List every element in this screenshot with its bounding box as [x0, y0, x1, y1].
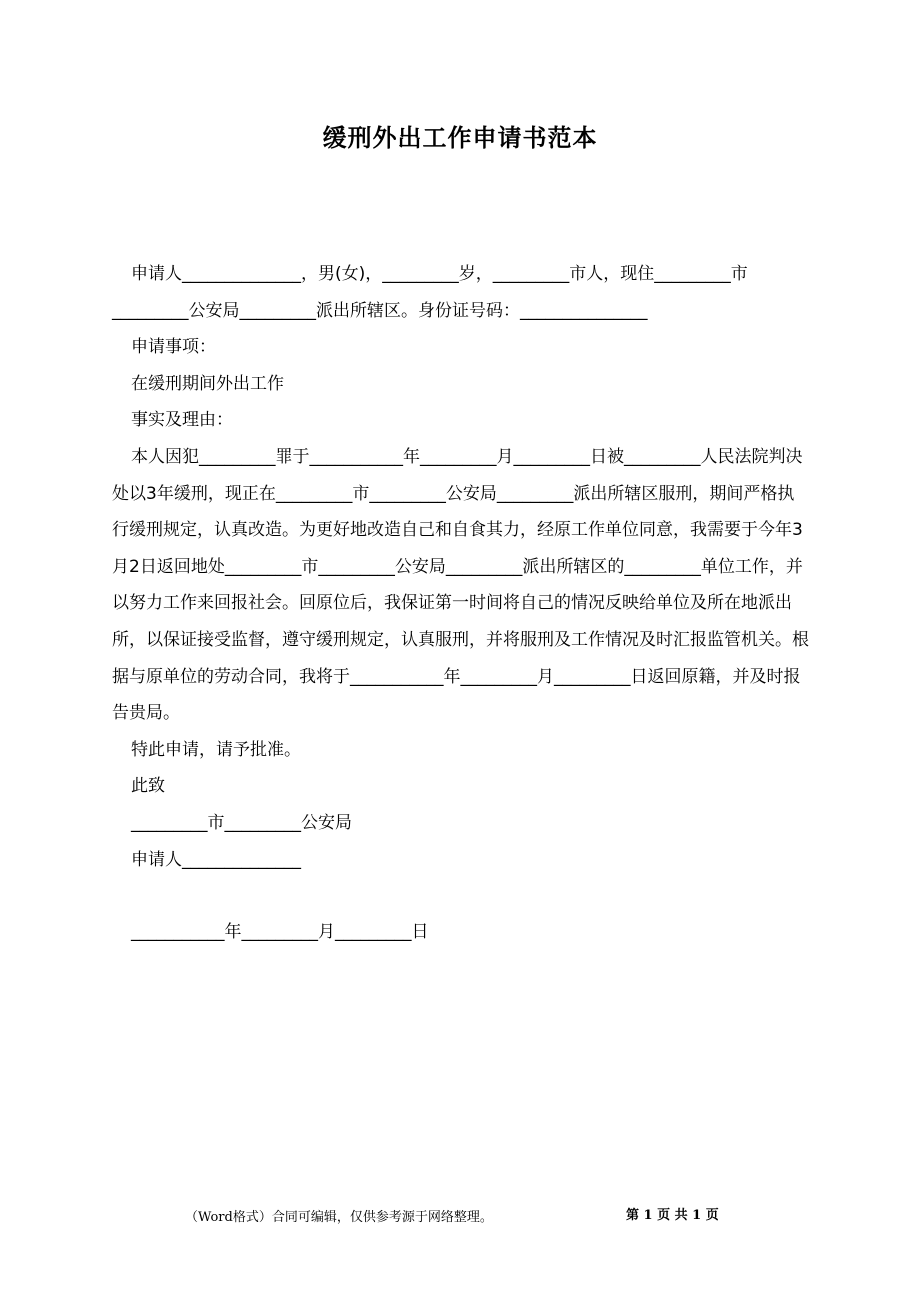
paragraph-recipient: _________市_________公安局 — [131, 812, 352, 833]
document-body — [112, 256, 810, 951]
paragraph-request-heading: 申请事项： — [131, 337, 216, 358]
paragraph-applicant-info: 申请人______________，男(女)，_________岁，_________市人，现住_________市_________公安局_________派出所辖区。身份证号码：_______________ — [112, 264, 748, 321]
paragraph-closing: 特此申请，请予批准。 — [131, 739, 301, 760]
paragraph-request-content: 在缓刑期间外出工作 — [131, 373, 284, 394]
paragraph-salutation: 此致 — [131, 776, 165, 797]
document-title: 缓刑外出工作申请书范本 — [322, 124, 598, 152]
spacer — [112, 878, 810, 914]
paragraph-reasons-content: 本人因犯_________罪于___________年_________月_________日被_________人民法院判决处以3年缓刑，现正在_________市_________公安局_________派出所辖区服刑，期间严格执行缓刑规定，认真改造。为更好地改造自己和自食其力，经原工作单位同意，我需要于今年3月2日返回地处_________市_________公安局_________派出所辖区的_________单位工作，并以努力工作来回报社会。回原位后，我保证第一时间将自己的情况反映给单位及所在地派出所，以保证接受监督，遵守缓刑规定，认真服刑，并将服刑及工作情况及时汇报监管机关。根据与原单位的劳动合同，我将于___________年_________月_________日返回原籍，并及时报告贵局。 — [112, 446, 809, 724]
date-line: ___________年_________月_________日 — [131, 922, 429, 943]
footer-note: （Word格式）合同可编辑，仅供参考源于网络整理。 — [185, 1210, 493, 1225]
footer-page-info: 第 1 页 共 1 页 — [626, 1208, 719, 1223]
paragraph-reasons-heading: 事实及理由： — [131, 410, 233, 431]
paragraph-signature: 申请人______________ — [131, 849, 301, 870]
